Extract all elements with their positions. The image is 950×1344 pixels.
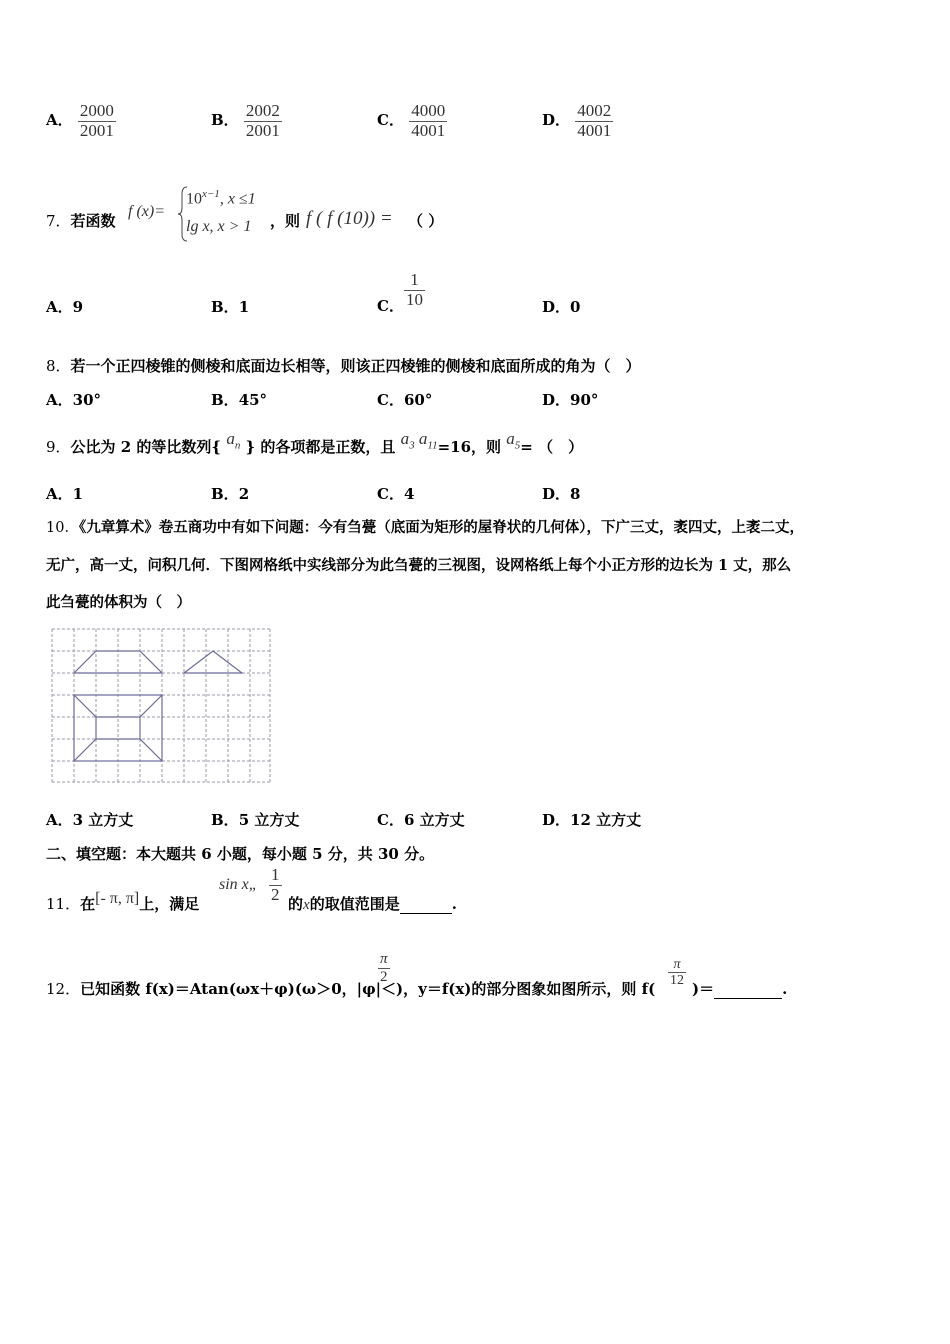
q7-option-c: C． $\frac{1}{10}$ bbox=[377, 270, 423, 315]
q11-answer-blank[interactable] bbox=[400, 895, 452, 914]
q7-option-c-fraction: $\frac{1}{10}$ bbox=[405, 270, 423, 309]
q6-option-d: D． $\frac{4002}{4001}$ bbox=[542, 101, 612, 140]
q10-option-b: B．5 立方丈 bbox=[211, 811, 300, 829]
q8-option-c: C．60° bbox=[377, 391, 433, 409]
q10-option-c: C．6 立方丈 bbox=[377, 811, 465, 829]
q10-option-a: A．3 立方丈 bbox=[46, 811, 134, 829]
q7-then: ，则 bbox=[270, 212, 301, 230]
q7-option-b: B．1 bbox=[211, 298, 250, 316]
q6-option-c-fraction: $\frac{4000}{4001}$ bbox=[411, 101, 446, 140]
q11-interval: [- π, π] bbox=[95, 890, 140, 907]
q10-option-d: D．12 立方丈 bbox=[542, 811, 642, 829]
q7-stem: 7．若函数 bbox=[46, 212, 116, 230]
q12-answer-blank[interactable] bbox=[714, 980, 782, 999]
q11-sin: sin x„ bbox=[219, 876, 258, 893]
q11-fraction: $\frac{1}{2}$ bbox=[271, 865, 280, 904]
three-view-figure bbox=[50, 627, 272, 788]
q6-option-d-fraction: $\frac{4002}{4001}$ bbox=[577, 101, 612, 140]
q8-option-a: A．30° bbox=[46, 391, 102, 409]
q9-an: $a_n$ bbox=[226, 429, 241, 452]
q12-stem: 12．已知函数 f(x)＝Atan(ωx＋φ)(ω＞0，|φ|＜ bbox=[46, 980, 397, 998]
section-2-heading: 二、填空题：本大题共 6 小题，每小题 5 分，共 30 分。 bbox=[46, 845, 435, 863]
q9-option-b: B．2 bbox=[211, 485, 250, 503]
q7-answer-paren: （ ） bbox=[408, 212, 444, 230]
q9-stem: 9．公比为 2 的等比数列{ $a_n$ } 的各项都是正数，且 $a_3$ $a_{11}=16$，则 $a_5=$ （ ） bbox=[46, 429, 584, 456]
q8-option-b: B．45° bbox=[211, 391, 268, 409]
q11-stem: 11．在[- π, π]上，满足 bbox=[46, 890, 200, 913]
q10-stem-line-2: 无广，高一丈，问积几何．下图网格纸中实线部分为此刍甍的三视图，设网格纸上每个小正方形的边长为 1 丈，那么 bbox=[46, 557, 792, 574]
q7-option-d: D．0 bbox=[542, 298, 581, 316]
q6-option-c: C． $\frac{4000}{4001}$ bbox=[377, 101, 446, 140]
q12-pi-over-12: $\frac{\pi}{12}$ bbox=[670, 957, 684, 989]
q6-option-a-fraction: $\frac{2000}{2001}$ bbox=[79, 101, 114, 140]
q6-option-b-fraction: $\frac{2002}{2001}$ bbox=[245, 101, 280, 140]
q7-option-a: A．9 bbox=[46, 298, 84, 316]
q12-tail: )＝ . bbox=[692, 980, 788, 998]
q8-option-d: D．90° bbox=[542, 391, 599, 409]
q9-a5: $a_5$ bbox=[506, 429, 521, 452]
q7-function-name: f (x)= bbox=[128, 203, 165, 220]
q9-a3-a11: $a_3$ $a_{11}$ bbox=[400, 429, 438, 452]
q7-case-2: lg x, x > 1 bbox=[186, 218, 252, 235]
q11-tail: 的x的取值范围是 . bbox=[288, 895, 457, 913]
q12-middle: )，y＝f(x)的部分图象如图所示，则 f( bbox=[396, 980, 656, 998]
q6-option-b: B． $\frac{2002}{2001}$ bbox=[211, 101, 280, 140]
q8-stem: 8．若一个正四棱锥的侧棱和底面边长相等，则该正四棱锥的侧棱和底面所成的角为（ ） bbox=[46, 357, 641, 375]
q12-pi-over-2: $\frac{\pi}{2}$ bbox=[380, 951, 388, 985]
q10-stem-line-1: 10．《九章算术》卷五商功中有如下问题：今有刍甍（底面为矩形的屋脊状的几何体），下广三丈，袤四丈，上袤二丈， bbox=[46, 519, 804, 536]
side-view bbox=[184, 651, 242, 673]
q9-option-d: D．8 bbox=[542, 485, 581, 503]
q10-stem-line-3: 此刍甍的体积为（ ） bbox=[46, 594, 191, 611]
q6-option-a: A． $\frac{2000}{2001}$ bbox=[46, 101, 114, 140]
q9-option-a: A．1 bbox=[46, 485, 84, 503]
q7-case-1: $10^{x-1}$, x ≤1 bbox=[186, 188, 256, 208]
q7-expression: f ( f (10)) = bbox=[306, 208, 393, 229]
q9-option-c: C．4 bbox=[377, 485, 415, 503]
